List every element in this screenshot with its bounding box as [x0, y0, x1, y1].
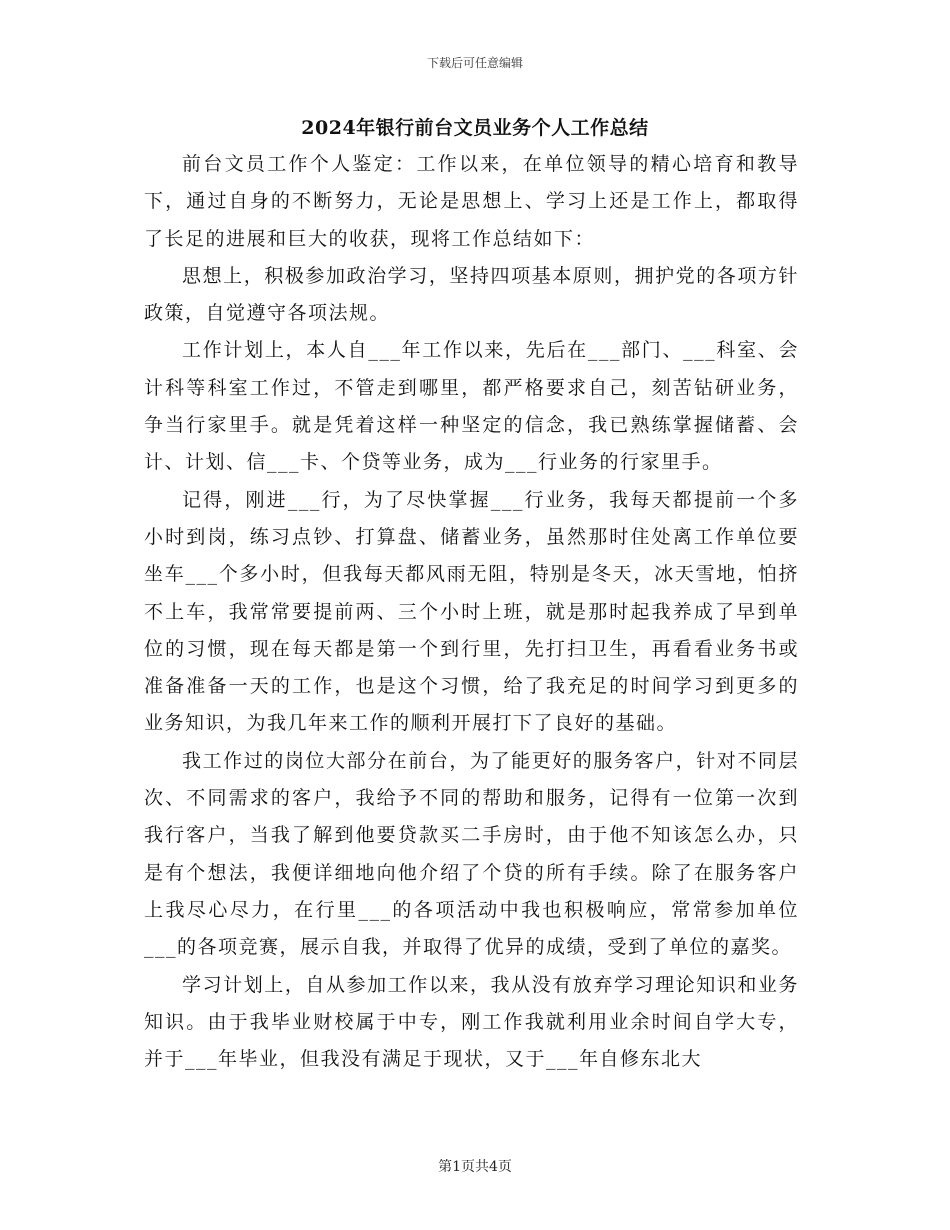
page-footer: 第1页共4页	[438, 1159, 512, 1175]
paragraph: 记得，刚进___行，为了尽快掌握___行业务，我每天都提前一个多小时到岗，练习点钞、打算盘、储蓄业务，虽然那时住处离工作单位要坐车___个多小时，但我每天都风雨无阻，特别是冬天，冰天雪地，怕挤不上车，我常常要提前两、三个小时上班，就是那时起我养成了早到单位的习惯，现在每天都是第一个到行里，先打扫卫生，再看看业务书或准备准备一天的工作，也是这个习惯，给了我充足的时间学习到更多的业务知识，为我几年来工作的顺利开展打下了良好的基础。	[144, 488, 799, 735]
paragraph: 学习计划上，自从参加工作以来，我从没有放弃学习理论知识和业务知识。由于我毕业财校属于中专，刚工作我就利用业余时间自学大专，并于___年毕业，但我没有满足于现状，又于___年自修东北大	[144, 973, 799, 1071]
document-body	[144, 146, 799, 1078]
paragraph: 工作计划上，本人自___年工作以来，先后在___部门、___科室、会计科等科室工作过，不管走到哪里，都严格要求自己，刻苦钻研业务，争当行家里手。就是凭着这样一种坚定的信念，我已熟练掌握储蓄、会计、计划、信___卡、个贷等业务，成为___行业务的行家里手。	[144, 339, 799, 474]
paragraph: 我工作过的岗位大部分在前台，为了能更好的服务客户，针对不同层次、不同需求的客户，我给予不同的帮助和服务，记得有一位第一次到我行客户，当我了解到他要贷款买二手房时，由于他不知该怎么办，只是有个想法，我便详细地向他介绍了个贷的所有手续。除了在服务客户上我尽心尽力，在行里___的各项活动中我也积极响应，常常参加单位___的各项竞赛，展示自我，并取得了优异的成绩，受到了单位的嘉奖。	[144, 749, 799, 959]
document-title: 2024年银行前台文员业务个人工作总结	[301, 117, 649, 139]
paragraph: 思想上，积极参加政治学习，坚持四项基本原则，拥护党的各项方针政策，自觉遵守各项法规。	[144, 264, 799, 325]
header-note: 下载后可任意编辑	[426, 56, 523, 70]
paragraph: 前台文员工作个人鉴定：工作以来，在单位领导的精心培育和教导下，通过自身的不断努力，无论是思想上、学习上还是工作上，都取得了长足的进展和巨大的收获，现将工作总结如下：	[144, 153, 799, 250]
